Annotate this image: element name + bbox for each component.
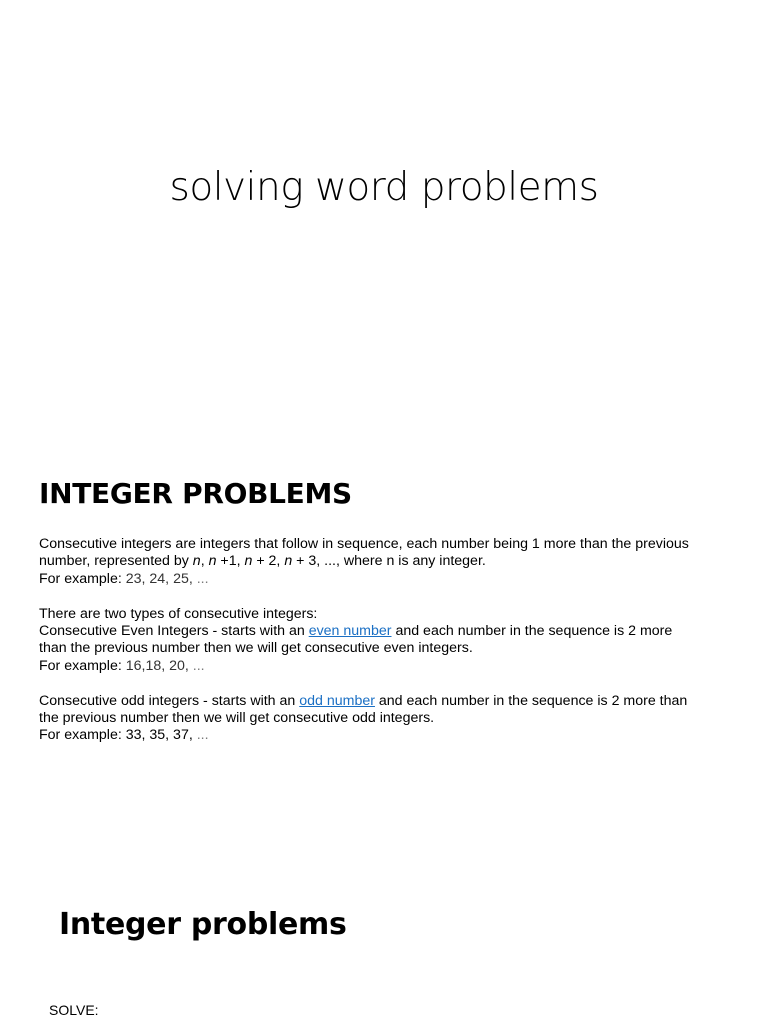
variable-n: n bbox=[284, 553, 293, 570]
intro-paragraph bbox=[39, 536, 729, 588]
intro-text: number, represented by bbox=[39, 553, 193, 570]
types-line-1: There are two types of consecutive integers: bbox=[39, 605, 318, 622]
integer-definitions bbox=[39, 536, 729, 745]
example-label: For example: bbox=[39, 570, 126, 587]
intro-text: +1, bbox=[216, 553, 245, 570]
separator: , bbox=[200, 553, 209, 570]
intro-line-2 bbox=[39, 553, 729, 570]
odd-line-1 bbox=[39, 693, 729, 710]
odd-text: Consecutive odd integers - starts with an bbox=[39, 692, 300, 709]
ellipsis: ... bbox=[196, 570, 209, 587]
even-text: and each number in the sequence is 2 more bbox=[391, 623, 673, 640]
ellipsis: ... bbox=[196, 727, 209, 744]
intro-line-1: Consecutive integers are integers that follow in sequence, each number being 1 more than the previous bbox=[39, 536, 689, 552]
even-text: Consecutive Even Integers - starts with an bbox=[39, 623, 309, 640]
example-values bbox=[197, 727, 209, 743]
even-line-2: than the previous number then we will get consecutive even integers. bbox=[39, 640, 473, 657]
odd-paragraph bbox=[39, 693, 729, 745]
intro-example bbox=[39, 571, 729, 588]
odd-text: and each number in the sequence is 2 more than bbox=[374, 692, 688, 709]
example-label: For example: 33, 35, 37, bbox=[39, 727, 197, 744]
even-line-1 bbox=[39, 623, 729, 640]
example-label: For example: bbox=[39, 657, 126, 674]
example-numbers: 16,18, 20, bbox=[125, 657, 193, 674]
variable-n: n bbox=[192, 553, 201, 570]
section-heading: INTEGER PROBLEMS bbox=[39, 477, 352, 510]
odd-example bbox=[39, 727, 729, 744]
integer-problems-heading: Integer problems bbox=[59, 907, 347, 942]
slide-title: solving word problems bbox=[169, 165, 599, 210]
example-numbers: 23, 24, 25, bbox=[125, 570, 197, 587]
ellipsis: ... bbox=[192, 657, 205, 674]
example-values bbox=[126, 658, 205, 674]
example-values bbox=[126, 571, 209, 587]
intro-text: + 2, bbox=[252, 553, 285, 570]
types-paragraph bbox=[39, 606, 729, 676]
even-number-link[interactable]: even number bbox=[308, 623, 392, 640]
odd-number-link[interactable]: odd number bbox=[299, 692, 375, 709]
odd-line-2: the previous number then we will get consecutive odd integers. bbox=[39, 710, 435, 727]
solve-label: SOLVE: bbox=[49, 1002, 99, 1018]
variable-n: n bbox=[244, 553, 253, 570]
variable-n: n bbox=[208, 553, 217, 570]
even-example bbox=[39, 658, 729, 675]
intro-text: + 3, ..., where n is any integer. bbox=[292, 553, 486, 570]
